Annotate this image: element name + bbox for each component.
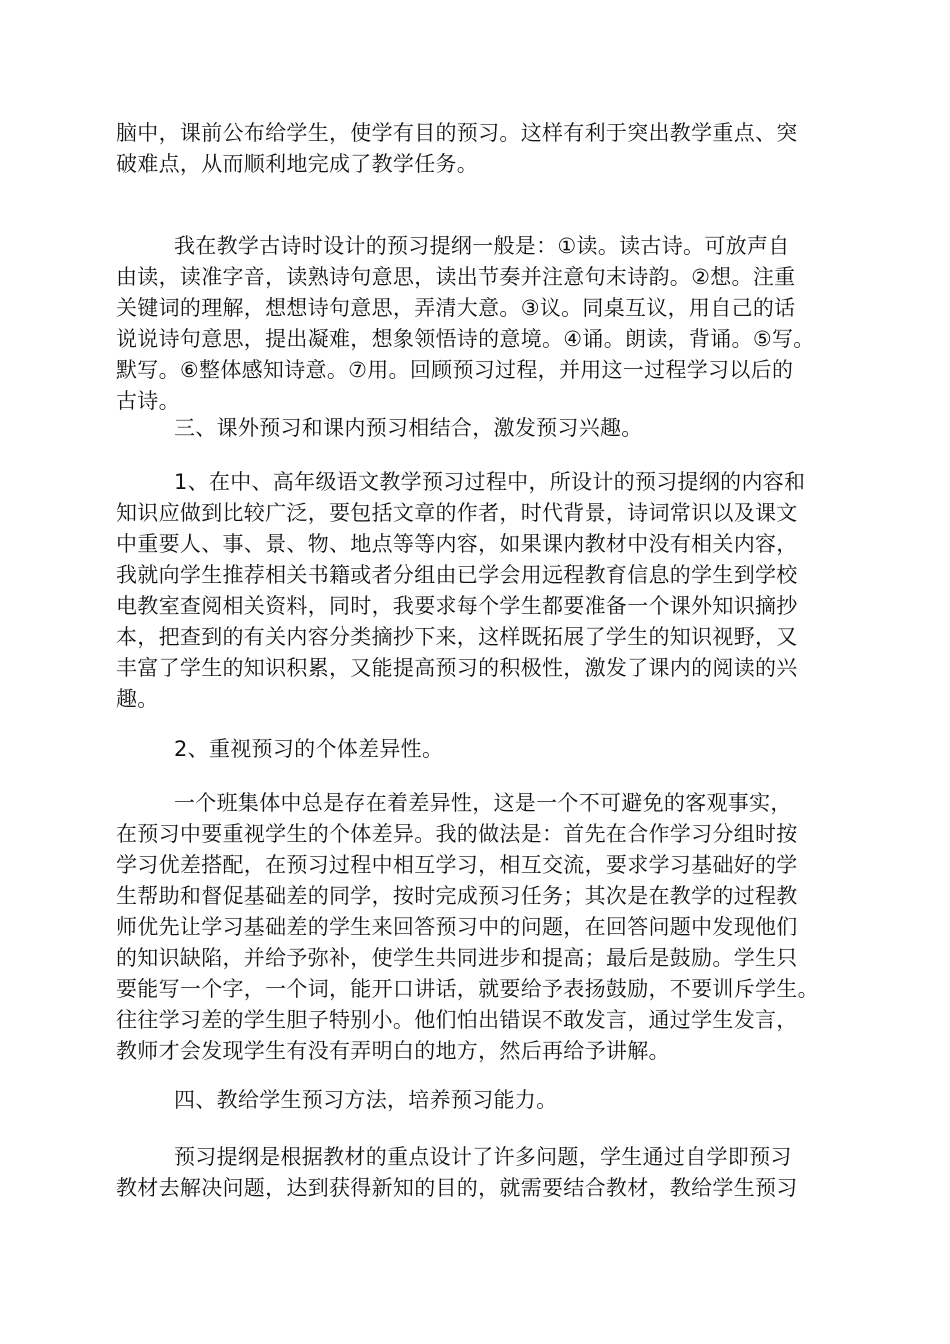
text-line: 学习优差搭配，在预习过程中相互学习，相互交流，要求学习基础好的学 — [116, 853, 798, 877]
text-line: 本，把查到的有关内容分类摘抄下来，这样既拓展了学生的知识视野，又 — [116, 625, 798, 649]
text-line: 丰富了学生的知识积累，又能提高预习的积极性，激发了课内的阅读的兴 — [116, 656, 798, 680]
text-line: 预习提纲是根据教材的重点设计了许多问题，学生通过自学即预习 — [174, 1145, 792, 1169]
paragraph-individual-differences — [116, 788, 846, 1067]
text-line: 趣。 — [116, 687, 159, 711]
text-line: 破难点，从而顺利地完成了教学任务。 — [116, 152, 479, 176]
paragraph-point-one — [116, 467, 846, 715]
text-line: 我在教学古诗时设计的预习提纲一般是：①读。读古诗。可放声自 — [174, 234, 790, 258]
text-line: 的知识缺陷，并给予弥补，使学生共同进步和提高；最后是鼓励。学生只 — [116, 946, 798, 970]
text-line: 在预习中要重视学生的个体差异。我的做法是：首先在合作学习分组时按 — [116, 822, 798, 846]
text-line: 往往学习差的学生胆子特别小。他们怕出错误不敢发言，通过学生发言， — [116, 1008, 798, 1032]
text-line: 我就向学生推荐相关书籍或者分组由已学会用远程教育信息的学生到学校 — [116, 563, 798, 587]
text-line: 中重要人、事、景、物、地点等等内容，如果课内教材中没有相关内容， — [116, 532, 798, 556]
text-line: 教师才会发现学生有没有弄明白的地方，然后再给予讲解。 — [116, 1039, 670, 1063]
text-line: 古诗。 — [116, 389, 180, 413]
paragraph-preview-outline — [116, 1142, 846, 1204]
text-line: 说说诗句意思，提出凝难，想象领悟诗的意境。④诵。朗读，背诵。⑤写。 — [116, 327, 815, 351]
text-line: 电教室查阅相关资料，同时，我要求每个学生都要准备一个课外知识摘抄 — [116, 594, 798, 618]
text-line: 脑中，课前公布给学生，使学有目的预习。这样有利于突出教学重点、突 — [116, 121, 798, 145]
text-line: 教材去解决问题，达到获得新知的目的，就需要结合教材，教给学生预习 — [116, 1176, 798, 1200]
paragraph-poetry-outline — [116, 231, 846, 417]
text-line: 默写。⑥整体感知诗意。⑦用。回顾预习过程，并用这一过程学习以后的 — [116, 358, 794, 382]
text-line: 1、在中、高年级语文教学预习过程中，所设计的预习提纲的内容和 — [174, 470, 806, 494]
text-line: 知识应做到比较广泛，要包括文章的作者，时代背景，诗词常识以及课文 — [116, 501, 798, 525]
section-heading-three — [116, 413, 846, 444]
section-heading-four — [116, 1085, 846, 1116]
text-line: 要能写一个字，一个词，能开口讲话，就要给予表扬鼓励，不要训斥学生。 — [116, 977, 819, 1001]
text-line: 关键词的理解，想想诗句意思，弄清大意。③议。同桌互议，用自己的话 — [116, 296, 796, 320]
text-line: 生帮助和督促基础差的同学，按时完成预习任务；其次是在教学的过程教 — [116, 884, 798, 908]
text-line: 四、教给学生预习方法，培养预习能力。 — [174, 1088, 558, 1112]
text-line: 师优先让学习基础差的学生来回答预习中的问题，在回答问题中发现他们 — [116, 915, 798, 939]
paragraph-point-two-heading — [116, 734, 846, 765]
paragraph-continuation — [116, 118, 846, 180]
text-line: 由读，读准字音，读熟诗句意思，读出节奏并注意句末诗韵。②想。注重 — [116, 265, 796, 289]
text-line: 2、重视预习的个体差异性。 — [174, 737, 444, 761]
text-line: 三、课外预习和课内预习相结合，激发预习兴趣。 — [174, 416, 643, 440]
text-line: 一个班集体中总是存在着差异性，这是一个不可避免的客观事实， — [174, 791, 792, 815]
